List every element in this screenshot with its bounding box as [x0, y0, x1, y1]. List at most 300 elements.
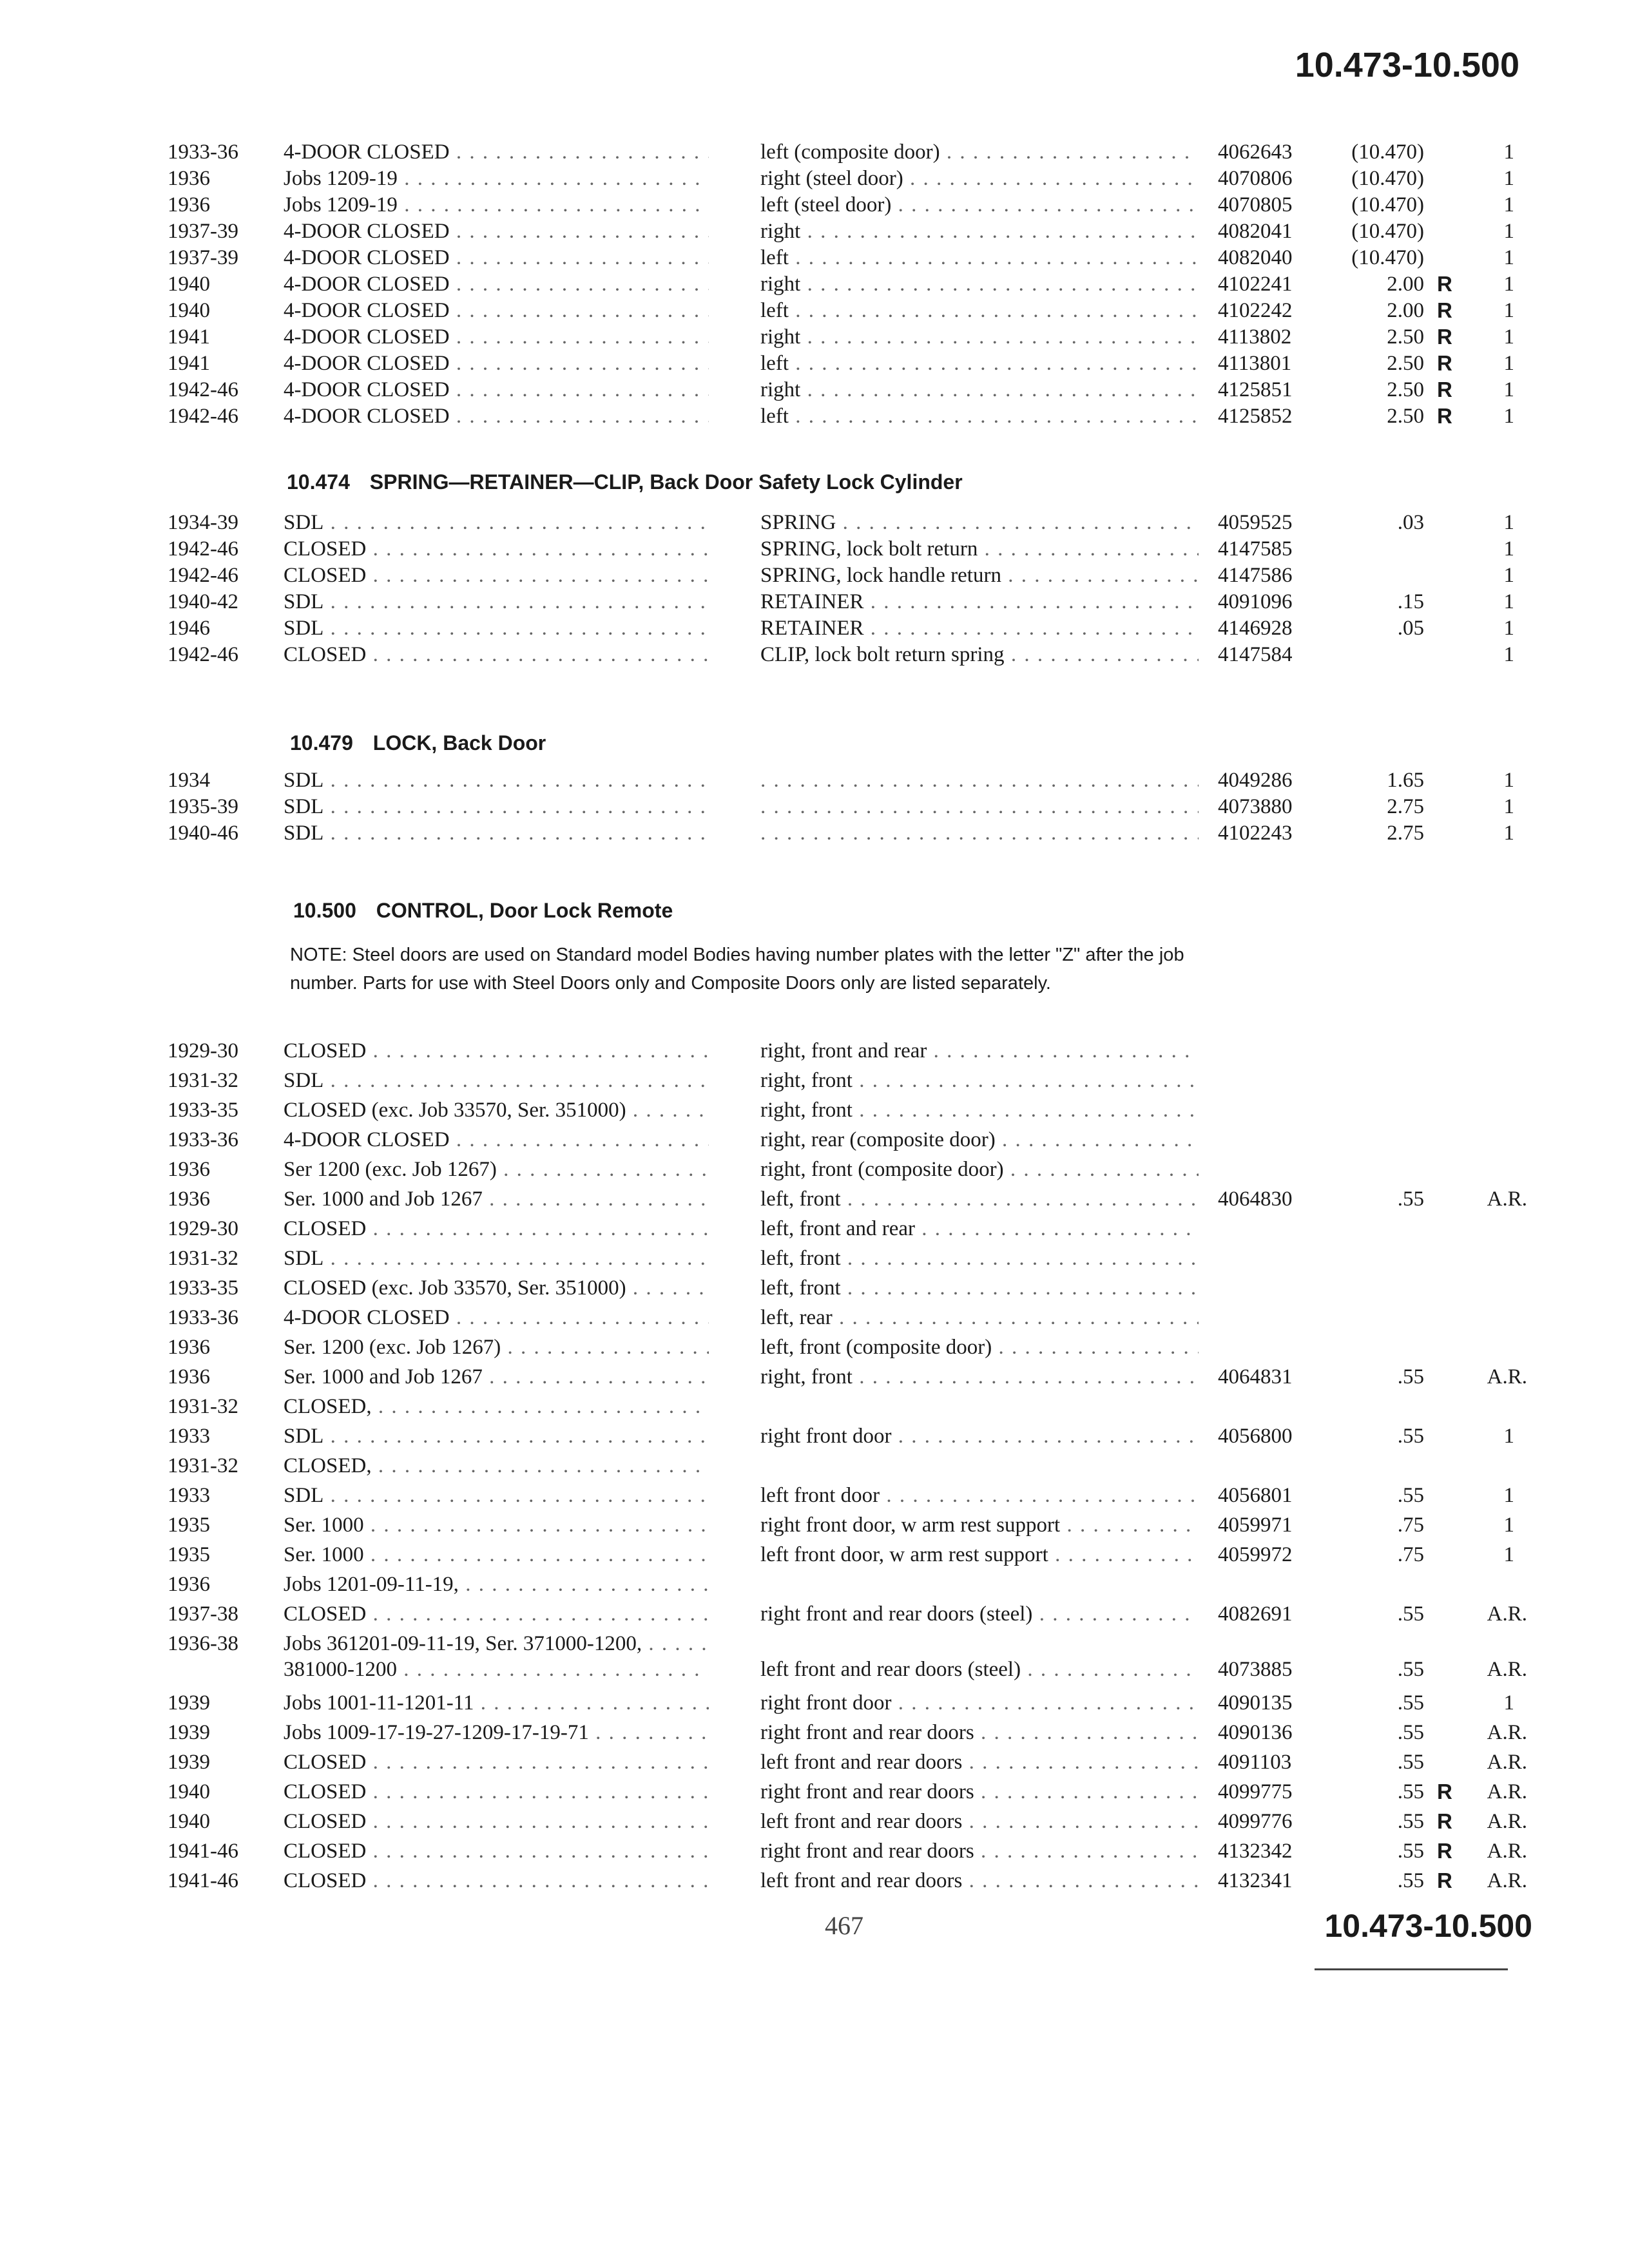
desc-cell: left, front . . . [760, 1186, 1199, 1213]
part-cell: 4082040 [1218, 246, 1293, 269]
model-cell: 4-DOOR CLOSED . . . [284, 139, 709, 166]
qty-cell: A.R. [1487, 1869, 1527, 1892]
flag-cell: R [1437, 351, 1452, 375]
price-cell: .55 [1397, 1425, 1424, 1448]
qty-cell: 1 [1503, 1691, 1514, 1715]
section-number: 10.474 [287, 470, 350, 494]
table-row [0, 1245, 1629, 1272]
desc-cell: left, front and rear . . . [760, 1215, 1199, 1242]
qty-cell: 1 [1503, 822, 1514, 845]
part-cell: 4147584 [1218, 643, 1293, 666]
price-cell: .55 [1397, 1751, 1424, 1774]
qty-cell: 1 [1503, 1514, 1514, 1537]
model-cell: CLOSED (exc. Job 33570, Ser. 351000) . . . [284, 1274, 709, 1302]
table-row [0, 562, 1629, 589]
part-cell: 4070805 [1218, 193, 1293, 216]
year-cell: 1941 [168, 352, 210, 375]
flag-cell: R [1437, 1839, 1452, 1863]
year-cell: 1935 [168, 1543, 210, 1566]
table-row [0, 1186, 1629, 1213]
desc-cell: CLIP, lock bolt return spring . . . [760, 641, 1199, 668]
year-cell: 1942-46 [168, 564, 238, 587]
qty-cell: 1 [1503, 273, 1514, 296]
model-cell: SDL . . . [284, 1245, 709, 1272]
qty-cell: A.R. [1487, 1365, 1527, 1389]
section-heading-10479 [290, 731, 546, 755]
year-cell: 1936 [168, 193, 210, 216]
desc-cell: right . . . [760, 218, 1199, 245]
table-row [0, 139, 1629, 166]
price-cell: .55 [1397, 1840, 1424, 1863]
part-cell: 4064830 [1218, 1187, 1293, 1211]
qty-cell: 1 [1503, 220, 1514, 243]
qty-cell: 1 [1503, 511, 1514, 534]
model-cell: Jobs 1209-19 . . . [284, 165, 709, 192]
section-number: 10.500 [293, 899, 356, 922]
table-row [0, 165, 1629, 192]
model-cell: 4-DOOR CLOSED . . . [284, 1304, 709, 1331]
model-cell: 4-DOOR CLOSED . . . [284, 218, 709, 245]
price-cell: .05 [1397, 617, 1424, 640]
table-row [0, 1423, 1629, 1450]
model-cell: 4-DOOR CLOSED . . . [284, 323, 709, 351]
desc-cell: left front and rear doors (steel) . . . [760, 1656, 1199, 1683]
table-row [0, 1719, 1629, 1746]
year-cell: 1933-35 [168, 1099, 238, 1122]
model-cell: CLOSED . . . [284, 1215, 709, 1242]
qty-cell: A.R. [1487, 1780, 1527, 1803]
model-cell: Jobs 1001-11-1201-11 . . . [284, 1689, 709, 1716]
model-cell: 381000-1200 . . . [284, 1656, 709, 1683]
model-cell: Jobs 1009-17-19-27-1209-17-19-71 . . . [284, 1719, 709, 1746]
year-cell: 1933-36 [168, 1306, 238, 1329]
part-cell: 4064831 [1218, 1365, 1293, 1389]
table-row [0, 1126, 1629, 1153]
desc-cell: left front and rear doors . . . [760, 1808, 1199, 1835]
qty-cell: A.R. [1487, 1187, 1527, 1211]
model-cell: SDL . . . [284, 820, 709, 847]
desc-cell: right . . . [760, 376, 1199, 403]
year-cell: 1934 [168, 769, 210, 792]
model-cell: 4-DOOR CLOSED . . . [284, 1126, 709, 1153]
year-cell: 1940-42 [168, 590, 238, 613]
table-row [0, 1274, 1629, 1302]
table-row [0, 271, 1629, 298]
part-cell: 4056801 [1218, 1484, 1293, 1507]
model-cell: CLOSED . . . [284, 1749, 709, 1776]
desc-cell: right front door, w arm rest support . . . [760, 1512, 1199, 1539]
year-cell: 1931-32 [168, 1069, 238, 1092]
price-cell: (10.470) [1351, 140, 1424, 164]
section-heading-10474 [287, 470, 963, 494]
part-cell: 4132341 [1218, 1869, 1293, 1892]
model-cell: CLOSED . . . [284, 1600, 709, 1628]
qty-cell: 1 [1503, 537, 1514, 561]
model-cell: CLOSED . . . [284, 1867, 709, 1894]
price-cell: .15 [1397, 590, 1424, 613]
part-cell: 4049286 [1218, 769, 1293, 792]
desc-cell: left front door, w arm rest support . . . [760, 1541, 1199, 1568]
table-row [0, 1482, 1629, 1509]
part-cell: 4070806 [1218, 167, 1293, 190]
table-row [0, 218, 1629, 245]
model-cell: CLOSED (exc. Job 33570, Ser. 351000) . . . [284, 1097, 709, 1124]
part-cell: 4059972 [1218, 1543, 1293, 1566]
part-cell: 4059525 [1218, 511, 1293, 534]
section-title: SPRING—RETAINER—CLIP, Back Door Safety Lock Cylinder [369, 470, 963, 494]
flag-cell: R [1437, 325, 1452, 349]
desc-cell: left . . . [760, 403, 1199, 430]
price-cell: .55 [1397, 1810, 1424, 1833]
part-cell: 4113802 [1218, 325, 1292, 349]
qty-cell: A.R. [1487, 1840, 1527, 1863]
part-cell: 4146928 [1218, 617, 1293, 640]
model-cell: CLOSED . . . [284, 1808, 709, 1835]
part-cell: 4082691 [1218, 1602, 1293, 1626]
price-cell: 2.00 [1387, 273, 1424, 296]
year-cell: 1940 [168, 1810, 210, 1833]
year-cell: 1933 [168, 1484, 210, 1507]
model-cell: SDL . . . [284, 767, 709, 794]
price-cell: 2.00 [1387, 299, 1424, 322]
price-cell: (10.470) [1351, 220, 1424, 243]
qty-cell: 1 [1503, 564, 1514, 587]
model-cell: CLOSED . . . [284, 1037, 709, 1064]
footer-rule [1315, 1968, 1508, 1970]
desc-cell: right, rear (composite door) . . . [760, 1126, 1199, 1153]
year-cell: 1936 [168, 1158, 210, 1181]
year-cell: 1934-39 [168, 511, 238, 534]
model-cell: Jobs 1209-19 . . . [284, 191, 709, 218]
qty-cell: 1 [1503, 325, 1514, 349]
price-cell: .55 [1397, 1869, 1424, 1892]
desc-cell: right front and rear doors . . . [760, 1719, 1199, 1746]
desc-cell: right, front (composite door) . . . [760, 1156, 1199, 1183]
table-row [0, 1334, 1629, 1361]
year-cell: 1933-36 [168, 140, 238, 164]
flag-cell: R [1437, 1809, 1452, 1833]
table-row [0, 820, 1629, 847]
price-cell: 2.50 [1387, 325, 1424, 349]
part-cell: 4091096 [1218, 590, 1293, 613]
section-heading-10500 [293, 899, 673, 923]
year-cell: 1942-46 [168, 537, 238, 561]
qty-cell: 1 [1503, 1484, 1514, 1507]
year-cell: 1942-46 [168, 643, 238, 666]
steel-door-note: NOTE: Steel doors are used on Standard model Bodies having number plates with the letter "Z" after the job number. Parts for use with Steel Doors only and Composite Doors only are listed separately. [290, 945, 1184, 994]
leader-dots [760, 820, 1199, 847]
table-row [0, 376, 1629, 403]
qty-cell: 1 [1503, 590, 1514, 613]
desc-cell: left (composite door) . . . [760, 139, 1199, 166]
desc-cell: left . . . [760, 244, 1199, 271]
table-row [0, 509, 1629, 536]
year-cell: 1937-39 [168, 220, 238, 243]
table-row [0, 297, 1629, 324]
qty-cell: A.R. [1487, 1810, 1527, 1833]
year-cell: 1933-36 [168, 1128, 238, 1151]
desc-cell: right (steel door) . . . [760, 165, 1199, 192]
price-cell: .75 [1397, 1543, 1424, 1566]
year-cell: 1940-46 [168, 822, 238, 845]
qty-cell: 1 [1503, 1543, 1514, 1566]
model-cell: Jobs 1201-09-11-19, . . . [284, 1571, 709, 1598]
table-row [0, 1452, 1629, 1479]
part-cell: 4147585 [1218, 537, 1293, 561]
qty-cell: A.R. [1487, 1602, 1527, 1626]
table-row [0, 1656, 1629, 1683]
year-cell: 1942-46 [168, 405, 238, 428]
year-cell: 1936-38 [168, 1632, 238, 1655]
year-cell: 1942-46 [168, 378, 238, 401]
table-row [0, 323, 1629, 351]
year-cell: 1937-39 [168, 246, 238, 269]
year-cell: 1931-32 [168, 1395, 238, 1418]
table-row [0, 588, 1629, 615]
qty-cell: A.R. [1487, 1721, 1527, 1744]
year-cell: 1936 [168, 167, 210, 190]
table-row [0, 244, 1629, 271]
part-cell: 4082041 [1218, 220, 1293, 243]
year-cell: 1941-46 [168, 1869, 238, 1892]
desc-cell: right front door . . . [760, 1423, 1199, 1450]
year-cell: 1933-35 [168, 1276, 238, 1300]
desc-cell: SPRING, lock handle return . . . [760, 562, 1199, 589]
price-cell: .55 [1397, 1780, 1424, 1803]
price-cell: .55 [1397, 1484, 1424, 1507]
model-cell: 4-DOOR CLOSED . . . [284, 403, 709, 430]
price-cell: .55 [1397, 1691, 1424, 1715]
model-cell: 4-DOOR CLOSED . . . [284, 271, 709, 298]
table-row [0, 641, 1629, 668]
table-row [0, 535, 1629, 562]
table-row [0, 1867, 1629, 1894]
table-row [0, 1215, 1629, 1242]
desc-cell: right . . . [760, 323, 1199, 351]
qty-cell: 1 [1503, 140, 1514, 164]
page-header-range: 10.473-10.500 [1295, 46, 1519, 84]
section-title: LOCK, Back Door [372, 731, 546, 754]
table-row [0, 793, 1629, 820]
part-cell: 4091103 [1218, 1751, 1292, 1774]
price-cell: 2.50 [1387, 378, 1424, 401]
year-cell: 1941 [168, 325, 210, 349]
part-cell: 4073885 [1218, 1658, 1293, 1681]
desc-cell: right, front . . . [760, 1363, 1199, 1390]
qty-cell: 1 [1503, 299, 1514, 322]
model-cell: Ser. 1000 . . . [284, 1541, 709, 1568]
price-cell: 2.75 [1387, 822, 1424, 845]
model-cell: CLOSED . . . [284, 1778, 709, 1805]
table-row [0, 1363, 1629, 1390]
desc-cell: left, rear . . . [760, 1304, 1199, 1331]
flag-cell: R [1437, 298, 1452, 322]
qty-cell: A.R. [1487, 1751, 1527, 1774]
table-row [0, 403, 1629, 430]
part-cell: 4056800 [1218, 1425, 1293, 1448]
year-cell: 1936 [168, 1336, 210, 1359]
qty-cell: 1 [1503, 167, 1514, 190]
model-cell: SDL . . . [284, 615, 709, 642]
section-number: 10.479 [290, 731, 353, 754]
price-cell: 2.50 [1387, 352, 1424, 375]
part-cell: 4090135 [1218, 1691, 1293, 1715]
year-cell: 1935 [168, 1514, 210, 1537]
year-cell: 1936 [168, 1365, 210, 1389]
table-row [0, 767, 1629, 794]
year-cell: 1936 [168, 1187, 210, 1211]
desc-cell: right front and rear doors . . . [760, 1778, 1199, 1805]
desc-cell: right . . . [760, 271, 1199, 298]
year-cell: 1929-30 [168, 1217, 238, 1240]
qty-cell: 1 [1503, 795, 1514, 818]
price-cell: (10.470) [1351, 193, 1424, 216]
year-cell: 1931-32 [168, 1247, 238, 1270]
desc-cell: left front and rear doors . . . [760, 1749, 1199, 1776]
year-cell: 1933 [168, 1425, 210, 1448]
model-cell: SDL . . . [284, 509, 709, 536]
model-cell: SDL . . . [284, 1482, 709, 1509]
part-cell: 4125851 [1218, 378, 1293, 401]
part-cell: 4059971 [1218, 1514, 1293, 1537]
desc-cell: left . . . [760, 297, 1199, 324]
qty-cell: 1 [1503, 352, 1514, 375]
desc-cell: right, front . . . [760, 1097, 1199, 1124]
year-cell: 1939 [168, 1751, 210, 1774]
desc-cell: right, front and rear . . . [760, 1037, 1199, 1064]
part-cell: 4062643 [1218, 140, 1293, 164]
desc-cell: RETAINER . . . [760, 588, 1199, 615]
desc-cell: right front and rear doors . . . [760, 1838, 1199, 1865]
model-cell: SDL . . . [284, 793, 709, 820]
table-row [0, 1600, 1629, 1628]
desc-cell: SPRING, lock bolt return . . . [760, 535, 1199, 562]
qty-cell: 1 [1503, 378, 1514, 401]
model-cell: SDL . . . [284, 1423, 709, 1450]
qty-cell: A.R. [1487, 1658, 1527, 1681]
model-cell: CLOSED . . . [284, 562, 709, 589]
year-cell: 1937-38 [168, 1602, 238, 1626]
table-row [0, 191, 1629, 218]
model-cell: Ser. 1000 . . . [284, 1512, 709, 1539]
price-cell: .03 [1397, 511, 1424, 534]
model-cell: CLOSED, . . . [284, 1393, 709, 1420]
page-footer-range: 10.473-10.500 [1324, 1908, 1532, 1944]
model-cell: 4-DOOR CLOSED . . . [284, 244, 709, 271]
price-cell: (10.470) [1351, 167, 1424, 190]
model-cell: Ser. 1000 and Job 1267 . . . [284, 1363, 709, 1390]
leader-dots [760, 767, 1199, 794]
table-row [0, 1512, 1629, 1539]
qty-cell: 1 [1503, 769, 1514, 792]
desc-cell: left, front (composite door) . . . [760, 1334, 1199, 1361]
table-row [0, 1778, 1629, 1805]
part-cell: 4132342 [1218, 1840, 1293, 1863]
model-cell: Ser. 1200 (exc. Job 1267) . . . [284, 1334, 709, 1361]
flag-cell: R [1437, 1780, 1452, 1803]
table-row [0, 350, 1629, 377]
flag-cell: R [1437, 378, 1452, 401]
model-cell: CLOSED . . . [284, 1838, 709, 1865]
model-cell: Jobs 361201-09-11-19, Ser. 371000-1200, . . . [284, 1630, 709, 1657]
price-cell: .55 [1397, 1721, 1424, 1744]
desc-cell: left front door . . . [760, 1482, 1199, 1509]
year-cell: 1946 [168, 617, 210, 640]
part-cell: 4090136 [1218, 1721, 1293, 1744]
model-cell: 4-DOOR CLOSED . . . [284, 376, 709, 403]
desc-cell: right front and rear doors (steel) . . . [760, 1600, 1199, 1628]
table-row [0, 1304, 1629, 1331]
model-cell: SDL . . . [284, 1067, 709, 1094]
table-row [0, 1541, 1629, 1568]
desc-cell: left, front . . . [760, 1245, 1199, 1272]
table-row [0, 1808, 1629, 1835]
part-cell: 4102241 [1218, 273, 1293, 296]
table-row [0, 1838, 1629, 1865]
year-cell: 1941-46 [168, 1840, 238, 1863]
year-cell: 1940 [168, 299, 210, 322]
year-cell: 1940 [168, 273, 210, 296]
price-cell: 1.65 [1387, 769, 1424, 792]
part-cell: 4102243 [1218, 822, 1293, 845]
price-cell: .55 [1397, 1365, 1424, 1389]
part-cell: 4125852 [1218, 405, 1293, 428]
desc-cell: RETAINER . . . [760, 615, 1199, 642]
flag-cell: R [1437, 272, 1452, 296]
part-cell: 4113801 [1218, 352, 1292, 375]
table-row [0, 1156, 1629, 1183]
model-cell: CLOSED . . . [284, 641, 709, 668]
qty-cell: 1 [1503, 405, 1514, 428]
table-row [0, 1630, 1629, 1657]
table-row [0, 1393, 1629, 1420]
year-cell: 1929-30 [168, 1039, 238, 1062]
desc-cell: left (steel door) . . . [760, 191, 1199, 218]
model-cell: 4-DOOR CLOSED . . . [284, 350, 709, 377]
desc-cell: right, front . . . [760, 1067, 1199, 1094]
desc-cell: left, front . . . [760, 1274, 1199, 1302]
flag-cell: R [1437, 404, 1452, 428]
leader-dots [760, 793, 1199, 820]
part-cell: 4099775 [1218, 1780, 1293, 1803]
year-cell: 1931-32 [168, 1454, 238, 1477]
model-cell: SDL . . . [284, 588, 709, 615]
qty-cell: 1 [1503, 246, 1514, 269]
qty-cell: 1 [1503, 1425, 1514, 1448]
part-cell: 4073880 [1218, 795, 1293, 818]
desc-cell: left . . . [760, 350, 1199, 377]
model-cell: 4-DOOR CLOSED . . . [284, 297, 709, 324]
desc-cell: right front door . . . [760, 1689, 1199, 1716]
price-cell: .55 [1397, 1602, 1424, 1626]
part-cell: 4099776 [1218, 1810, 1293, 1833]
part-cell: 4102242 [1218, 299, 1293, 322]
table-row [0, 1749, 1629, 1776]
table-row [0, 615, 1629, 642]
year-cell: 1939 [168, 1691, 210, 1715]
qty-cell: 1 [1503, 193, 1514, 216]
table-row [0, 1067, 1629, 1094]
price-cell: (10.470) [1351, 246, 1424, 269]
year-cell: 1936 [168, 1573, 210, 1596]
part-cell: 4147586 [1218, 564, 1293, 587]
flag-cell: R [1437, 1869, 1452, 1892]
table-row [0, 1571, 1629, 1598]
price-cell: .55 [1397, 1187, 1424, 1211]
price-cell: 2.50 [1387, 405, 1424, 428]
model-cell: Ser. 1000 and Job 1267 . . . [284, 1186, 709, 1213]
desc-cell: SPRING . . . [760, 509, 1199, 536]
